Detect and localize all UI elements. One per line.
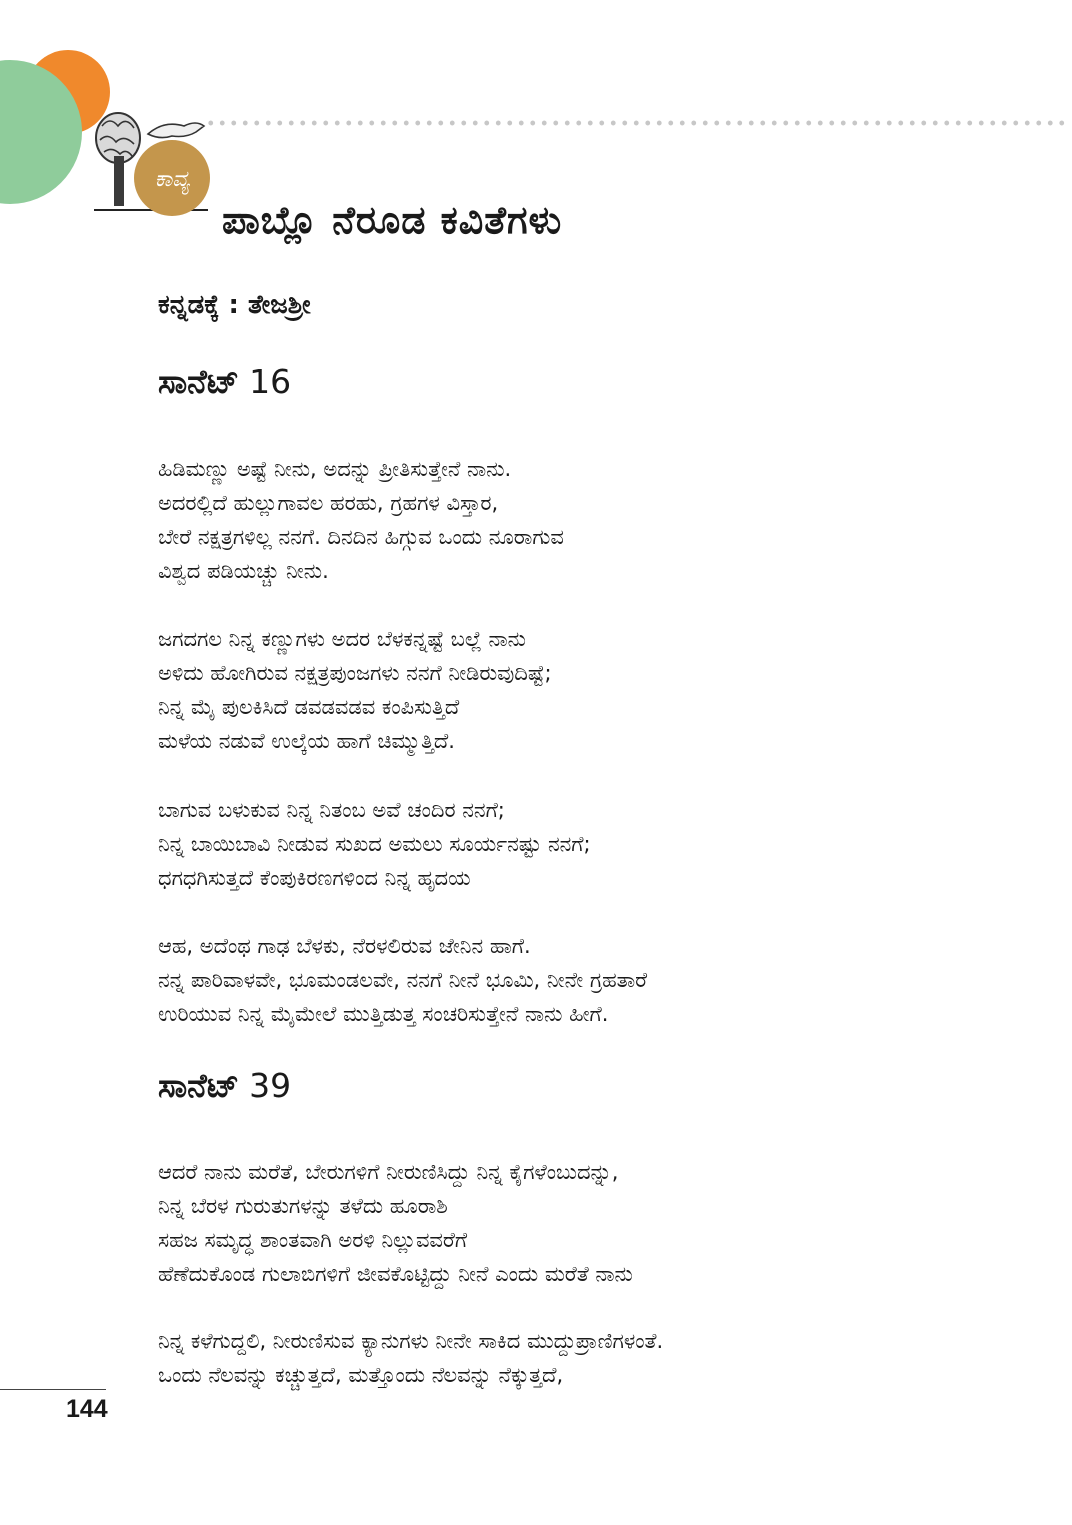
dotted-rule <box>205 118 1070 128</box>
translator-credit: ಕನ್ನಡಕ್ಕೆ : ತೇಜಶ್ರೀ <box>158 290 311 320</box>
poem-line: ನಿನ್ನ ಬೆರಳ ಗುರುತುಗಳನ್ನು ತಳೆದು ಹೂರಾಶಿ <box>158 1194 448 1218</box>
poem-line: ಅಳಿದು ಹೋಗಿರುವ ನಕ್ಷತ್ರಪುಂಜಗಳು ನನಗೆ ನೀಡಿರುವುದಿಷ್ಟೆ; <box>158 661 552 685</box>
poem-line: ಒಂದು ನೆಲವನ್ನು ಕಚ್ಚುತ್ತದೆ, ಮತ್ತೊಂದು ನೆಲವನ್ನು ನೆಕ್ಕುತ್ತದೆ, <box>158 1363 564 1387</box>
poem-line: ಅದರಲ್ಲಿದೆ ಹುಲ್ಲುಗಾವಲ ಹರಹು, ಗ್ರಹಗಳ ವಿಸ್ತಾರ, <box>158 491 499 515</box>
poem-line: ಹಿಡಿಮಣ್ಣು ಅಷ್ಟೆ ನೀನು, ಅದನ್ನು ಪ್ರೀತಿಸುತ್ತೇನೆ ನಾನು. <box>158 457 512 481</box>
poem-line: ಬೇರೆ ನಕ್ಷತ್ರಗಳಿಲ್ಲ ನನಗೆ. ದಿನದಿನ ಹಿಗ್ಗುವ ಒಂದು ನೂರಾಗುವ <box>158 525 564 549</box>
poem-line: ನಿನ್ನ ಮೈ ಪುಲಕಿಸಿದೆ ಡವಡವಡವ ಕಂಪಿಸುತ್ತಿದೆ <box>158 695 460 719</box>
sonnet-number: 39 <box>249 1066 292 1105</box>
poem-line: ವಿಶ್ವದ ಪಡಿಯಚ್ಚು ನೀನು. <box>158 559 329 583</box>
poem-line: ಜಗದಗಲ ನಿನ್ನ ಕಣ್ಣುಗಳು ಅದರ ಬೆಳಕನ್ನಷ್ಟೆ ಬಲ್ಲೆ ನಾನು <box>158 627 526 651</box>
sonnet-number: 16 <box>249 362 292 401</box>
sonnet-39-stanza-1 <box>158 1155 633 1291</box>
poem-line: ನನ್ನ ಪಾರಿವಾಳವೇ, ಭೂಮಂಡಲವೇ, ನನಗೆ ನೀನೆ ಭೂಮಿ, ನೀನೇ ಗ್ರಹತಾರೆ <box>158 968 648 992</box>
poem-line: ಹೆಣೆದುಕೊಂಡ ಗುಲಾಬಿಗಳಿಗೆ ಜೀವಕೊಟ್ಟಿದ್ದು ನೀನೆ ಎಂದು ಮರೆತೆ ನಾನು <box>158 1262 633 1286</box>
poem-line: ಬಾಗುವ ಬಳುಕುವ ನಿನ್ನ ನಿತಂಬ ಅವೆ ಚಂದಿರ ನನಗೆ; <box>158 798 505 822</box>
sonnet-39-stanza-2 <box>158 1324 663 1392</box>
poem-line: ಆದರೆ ನಾನು ಮರೆತೆ, ಬೇರುಗಳಿಗೆ ನೀರುಣಿಸಿದ್ದು ನಿನ್ನ ಕೈಗಳೆಂಬುದನ್ನು, <box>158 1160 619 1184</box>
bird-icon <box>148 123 204 138</box>
page-number: 144 <box>66 1395 108 1423</box>
emblem-text: ಕಾವ್ಯ <box>154 167 190 192</box>
poem-line: ಉರಿಯುವ ನಿನ್ನ ಮೈಮೇಲೆ ಮುತ್ತಿಡುತ್ತ ಸಂಚರಿಸುತ್ತೇನೆ ನಾನು ಹೀಗೆ. <box>158 1002 609 1026</box>
poem-line: ನಿನ್ನ ಬಾಯಿಬಾವಿ ನೀಡುವ ಸುಖದ ಅಮಲು ಸೂರ್ಯನಷ್ಟು ನನಗೆ; <box>158 832 591 856</box>
poem-line: ಸಹಜ ಸಮೃದ್ಧ ಶಾಂತವಾಗಿ ಅರಳಿ ನಿಲ್ಲುವವರೆಗೆ <box>158 1228 468 1252</box>
poem-line: ಧಗಧಗಿಸುತ್ತದೆ ಕೆಂಪುಕಿರಣಗಳಿಂದ ನಿನ್ನ ಹೃದಯ <box>158 866 471 890</box>
footer-rule <box>0 1389 106 1390</box>
sonnet-label: ಸಾನೆಟ್ <box>158 1066 240 1105</box>
sonnet-16-stanza-3 <box>158 793 591 895</box>
kavya-emblem <box>92 104 214 216</box>
sonnet-16-stanza-4 <box>158 929 647 1031</box>
sonnet-16-stanza-1 <box>158 452 564 588</box>
sonnet-16-heading <box>158 362 291 402</box>
poem-line: ನಿನ್ನ ಕಳೆಗುದ್ದಲಿ, ನೀರುಣಿಸುವ ಕ್ಯಾನುಗಳು ನೀನೇ ಸಾಕಿದ ಮುದ್ದುಪ್ರಾಣಿಗಳಂತೆ. <box>158 1329 664 1353</box>
sonnet-39-heading <box>158 1066 291 1106</box>
poem-line: ಮಳೆಯ ನಡುವೆ ಉಲ್ಕೆಯ ಹಾಗೆ ಚಿಮ್ಮುತ್ತಿದೆ. <box>158 729 455 753</box>
page-title: ಪಾಬ್ಲೊ ನೆರೂಡ ಕವಿತೆಗಳು <box>222 198 563 242</box>
poem-line: ಆಹ, ಅದೆಂಥ ಗಾಢ ಬೆಳಕು, ನೆರಳಲಿರುವ ಜೇನಿನ ಹಾಗೆ. <box>158 934 531 958</box>
sonnet-label: ಸಾನೆಟ್ <box>158 362 240 401</box>
sonnet-16-stanza-2 <box>158 622 552 758</box>
